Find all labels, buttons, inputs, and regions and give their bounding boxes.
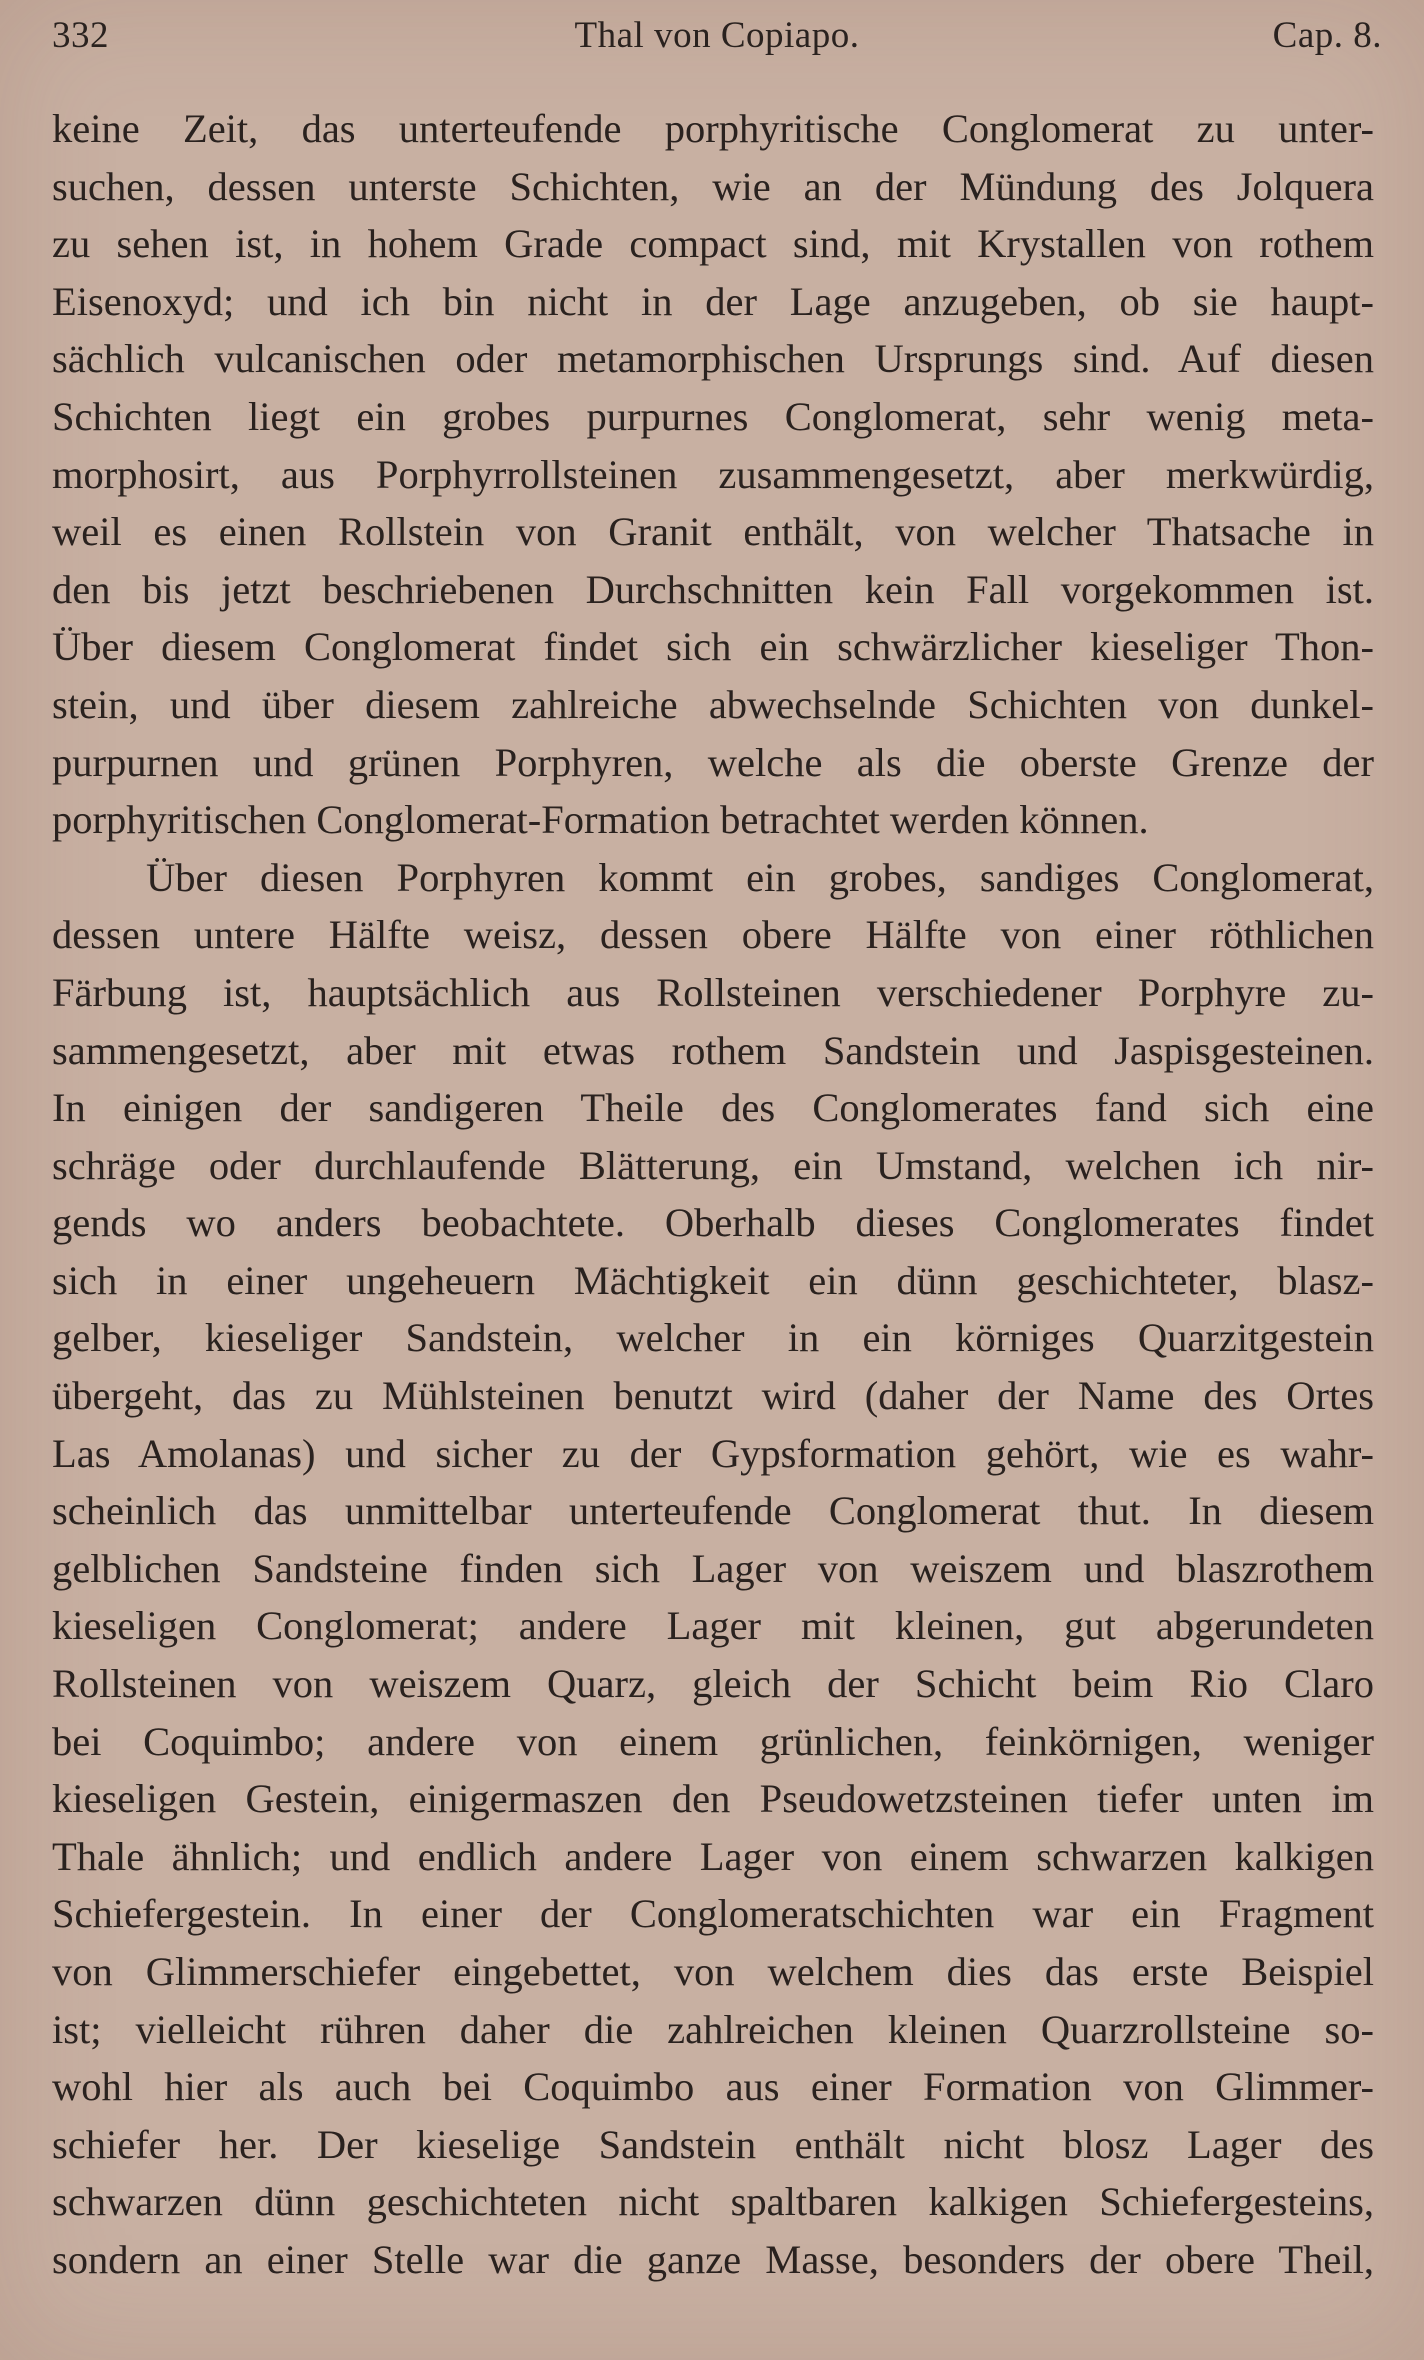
chapter-label: Cap. 8. xyxy=(1272,15,1382,56)
body-text xyxy=(52,100,1374,2289)
text-line: Über diesem Conglomerat findet sich ein schwärzlicher kieseliger Thon- xyxy=(52,624,1374,670)
text-line: gends wo anders beobachtete. Oberhalb dieses Conglomerates findet xyxy=(52,1200,1374,1246)
text-line: weil es einen Rollstein von Granit enthält, von welcher Thatsache in xyxy=(52,509,1374,555)
text-line: übergeht, das zu Mühlsteinen benutzt wird (daher der Name des Ortes xyxy=(52,1373,1374,1419)
text-line: von Glimmerschiefer eingebettet, von welchem dies das erste Beispiel xyxy=(52,1949,1374,1994)
text-line: sammengesetzt, aber mit etwas rothem Sandstein und Jaspisgesteinen. xyxy=(52,1027,1374,1073)
text-line: wohl hier als auch bei Coquimbo aus einer Formation von Glimmer- xyxy=(52,2064,1374,2110)
text-line: ist; vielleicht rühren daher die zahlreichen kleinen Quarzrollsteine so- xyxy=(52,2006,1374,2052)
running-title: Thal von Copiapo. xyxy=(574,15,860,56)
text-line: purpurnen und grünen Porphyren, welche als die oberste Grenze der xyxy=(52,739,1374,785)
text-line: Färbung ist, hauptsächlich aus Rollsteinen verschiedener Porphyre zu- xyxy=(52,969,1374,1015)
text-line: zu sehen ist, in hohem Grade compact sind, mit Krystallen von rothem xyxy=(52,221,1374,267)
text-line: In einigen der sandigeren Theile des Conglomerates fand sich eine xyxy=(52,1085,1374,1131)
text-line: sich in einer ungeheuern Mächtigkeit ein dünn geschichteter, blasz- xyxy=(52,1257,1374,1303)
text-line: kieseligen Gestein, einigermaszen den Pseudowetzsteinen tiefer unten im xyxy=(52,1776,1374,1822)
text-line: gelblichen Sandsteine finden sich Lager von weiszem und blaszrothem xyxy=(52,1545,1374,1591)
text-line: gelber, kieseliger Sandstein, welcher in ein körniges Quarzitgestein xyxy=(52,1315,1374,1361)
text-line: scheinlich das unmittelbar unterteufende Conglomerat thut. In diesem xyxy=(52,1488,1374,1534)
text-line: suchen, dessen unterste Schichten, wie an der Mündung des Jolquera xyxy=(52,163,1374,209)
text-line: den bis jetzt beschriebenen Durchschnitten kein Fall vorgekommen ist. xyxy=(52,566,1374,612)
text-line: schräge oder durchlaufende Blätterung, ein Umstand, welchen ich nir- xyxy=(52,1142,1374,1188)
text-line: Schichten liegt ein grobes purpurnes Conglomerat, sehr wenig meta- xyxy=(52,393,1374,439)
text-line: schwarzen dünn geschichteten nicht spaltbaren kalkigen Schiefergesteins, xyxy=(52,2179,1374,2225)
text-line: stein, und über diesem zahlreiche abwechselnde Schichten von dunkel- xyxy=(52,681,1374,727)
text-line: morphosirt, aus Porphyrrollsteinen zusammengesetzt, aber merkwürdig, xyxy=(52,451,1374,497)
text-line: sondern an einer Stelle war die ganze Masse, besonders der obere Theil, xyxy=(52,2236,1374,2282)
text-line: sächlich vulcanischen oder metamorphischen Ursprungs sind. Auf diesen xyxy=(52,336,1374,382)
paragraph-1 xyxy=(52,100,1374,849)
text-line: schiefer her. Der kieselige Sandstein enthält nicht blosz Lager des xyxy=(52,2121,1374,2167)
text-line: Über diesen Porphyren kommt ein grobes, sandiges Conglomerat, xyxy=(146,854,1374,900)
text-line: dessen untere Hälfte weisz, dessen obere Hälfte von einer röthlichen xyxy=(52,912,1374,958)
text-line: porphyritischen Conglomerat-Formation betrachtet werden können. xyxy=(52,797,1149,843)
page-header xyxy=(52,14,1382,74)
text-line: kieseligen Conglomerat; andere Lager mit kleinen, gut abgerundeten xyxy=(52,1603,1374,1649)
page-number: 332 xyxy=(52,15,109,56)
text-line: Rollsteinen von weiszem Quarz, gleich der Schicht beim Rio Claro xyxy=(52,1661,1374,1707)
text-line: Eisenoxyd; und ich bin nicht in der Lage anzugeben, ob sie haupt- xyxy=(52,278,1374,324)
paragraph-2 xyxy=(52,849,1374,2289)
text-line: keine Zeit, das unterteufende porphyritische Conglomerat zu unter- xyxy=(52,106,1374,151)
text-line: bei Coquimbo; andere von einem grünlichen, feinkörnigen, weniger xyxy=(52,1718,1374,1764)
text-line: Schiefergestein. In einer der Conglomeratschichten war ein Fragment xyxy=(52,1891,1374,1937)
text-line: Thale ähnlich; und endlich andere Lager von einem schwarzen kalkigen xyxy=(52,1833,1374,1879)
text-line: Las Amolanas) und sicher zu der Gypsformation gehört, wie es wahr- xyxy=(52,1430,1374,1476)
